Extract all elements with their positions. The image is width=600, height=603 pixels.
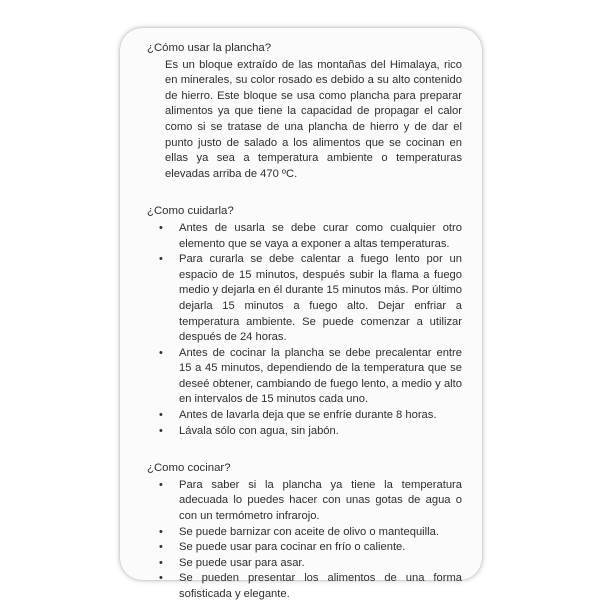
bullet-icon: • (159, 556, 163, 569)
bullet-icon: • (159, 572, 163, 585)
list-item (159, 571, 462, 602)
section-heading: ¿Cómo usar la plancha? (147, 42, 272, 54)
list-item (159, 346, 462, 408)
list-item (159, 408, 462, 424)
list-item-text: Para saber si la plancha ya tiene la temperatura adecuada lo puedes hacer con unas gotas de agua o con un termómetro infrarojo. (179, 478, 462, 523)
list-item-text: Se pueden presentar los alimentos de una forma sofisticada y elegante. (179, 572, 462, 600)
list-item-text: Para curarla se debe calentar a fuego lento por un espacio de 15 minutos, después subir la flama a fuego medio y dejarla en él durante 15 minutos más. Por último dejarla 15 minutos a fuego alto. Dejar enfriar a temperatura ambiente. Se puede comenzar a utilizar después de 24 horas. (179, 253, 462, 344)
section-paragraph: Es un bloque extraído de las montañas del Himalaya, rico en minerales, su color rosado es debido a su alto contenido de hierro. Este bloque se usa como plancha para preparar alimentos ya que tiene la capacidad de propagar el calor como si se tratase de una plancha de hierro y de dar el punto justo de salado a los alimentos que se cocinan en ellas ya sea a temperatura ambiente o temperaturas elevadas arriba de 470 ºC. (165, 58, 462, 180)
list-item-text: Antes de cocinar la plancha se debe precalentar entre 15 a 45 minutos, dependiendo de la temperatura que se deseé obtener, cambiando de fuego lento, a medio y alto en intervalos de 15 minutos cada uno. (179, 346, 462, 406)
bullet-icon: • (159, 221, 163, 234)
list-item (159, 556, 462, 572)
list-item (159, 424, 462, 440)
cooking-list (147, 478, 462, 603)
list-item-text: Se puede usar para asar. (179, 556, 305, 569)
bullet-icon: • (159, 525, 163, 538)
care-list (147, 221, 462, 439)
list-item (159, 478, 462, 525)
list-item-text: Antes de lavarla deja que se enfríe durante 8 horas. (179, 409, 437, 422)
bullet-icon: • (159, 409, 163, 422)
instruction-card (120, 28, 482, 600)
list-item (159, 252, 462, 346)
section-cooking (147, 461, 462, 602)
list-item-text: Se puede barnizar con aceite de olivo o mantequilla. (179, 525, 439, 538)
list-item-text: Lávala sólo con agua, sin jabón. (179, 424, 339, 437)
list-item (159, 221, 462, 252)
bullet-icon: • (159, 478, 163, 491)
section-care (147, 204, 462, 439)
list-item-text: Se puede usar para cocinar en frío o caliente. (179, 541, 406, 554)
bullet-icon: • (159, 541, 163, 554)
list-item (159, 540, 462, 556)
list-item-text: Antes de usarla se debe curar como cualquier otro elemento que se vaya a exponer a altas temperaturas. (179, 221, 462, 250)
section-heading: ¿Como cocinar? (147, 462, 231, 475)
list-item (159, 525, 462, 541)
section-heading: ¿Como cuidarla? (147, 205, 234, 218)
section-usage (147, 41, 462, 182)
bullet-icon: • (159, 424, 163, 437)
bullet-icon: • (159, 253, 163, 266)
bullet-icon: • (159, 346, 163, 359)
